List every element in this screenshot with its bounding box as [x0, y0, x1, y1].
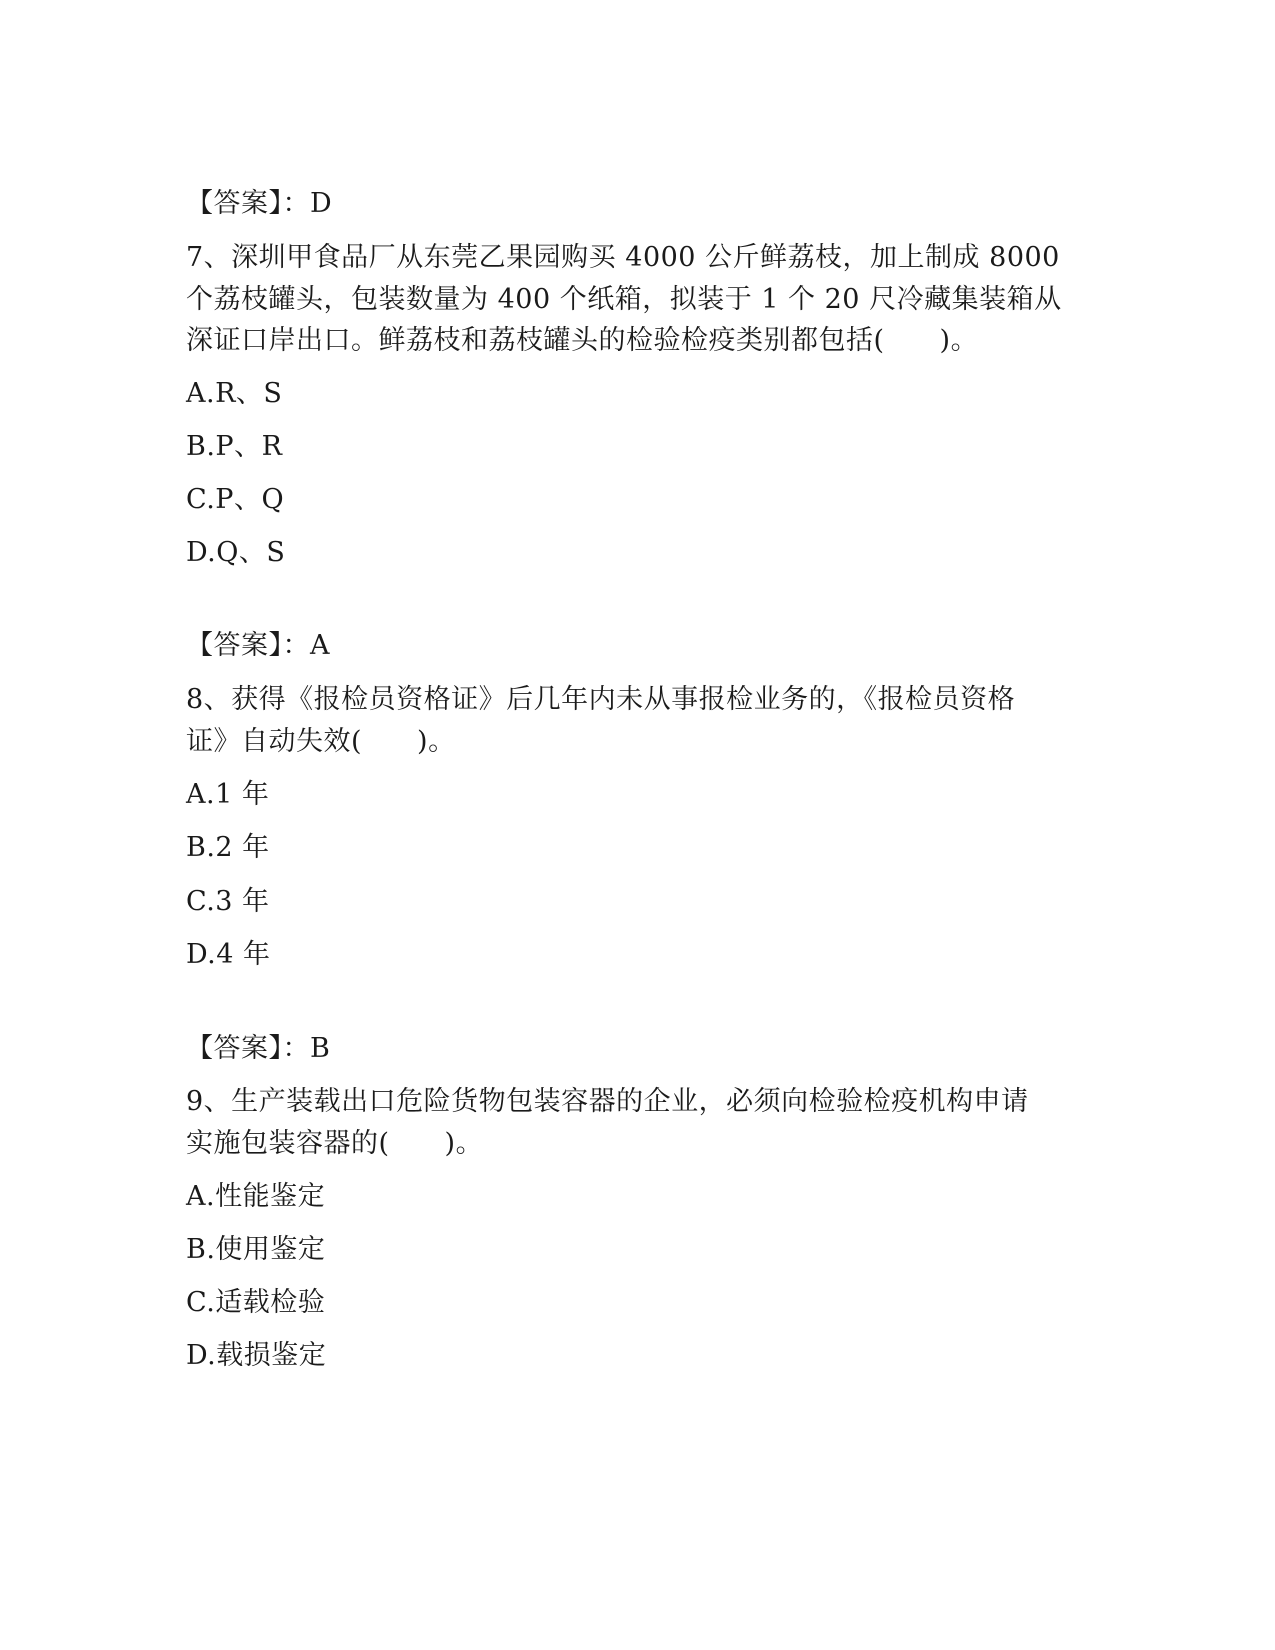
question-9-option-a: A.性能鉴定: [186, 1181, 326, 1212]
question-8-answer: 【答案】：B: [186, 1033, 331, 1064]
question-8-line-2: 证》自动失效( )。: [186, 726, 456, 757]
question-7-line-3: 深证口岸出口。鲜荔枝和荔枝罐头的检验检疫类别都包括( )。: [186, 325, 979, 356]
question-7-line-2: 个荔枝罐头，包装数量为 400 个纸箱，拟装于 1 个 20 尺冷藏集装箱从: [186, 284, 1062, 315]
question-9-line-2: 实施包装容器的( )。: [186, 1128, 484, 1159]
question-7-option-b: B.P、R: [186, 431, 283, 462]
answer-label: 【答案】：D: [186, 188, 333, 219]
question-7-answer: 【答案】：A: [186, 630, 330, 661]
question-8-option-a: A.1 年: [186, 779, 270, 810]
question-7-option-d: D.Q、S: [186, 537, 286, 568]
question-7-option-a: A.R、S: [186, 378, 283, 409]
question-8-line-1: 8、获得《报检员资格证》后几年内未从事报检业务的，《报检员资格: [186, 684, 1016, 715]
question-7-line-1: 7、深圳甲食品厂从东莞乙果园购买 4000 公斤鲜荔枝，加上制成 8000: [186, 242, 1060, 273]
question-9-option-c: C.适载检验: [186, 1287, 326, 1318]
question-8-option-b: B.2 年: [186, 832, 270, 863]
question-9-option-d: D.载损鉴定: [186, 1340, 327, 1371]
question-9-option-b: B.使用鉴定: [186, 1234, 326, 1265]
question-9-line-1: 9、生产装载出口危险货物包装容器的企业，必须向检验检疫机构申请: [186, 1086, 1029, 1117]
question-7-option-c: C.P、Q: [186, 484, 285, 515]
question-8-option-d: D.4 年: [186, 939, 271, 970]
question-8-option-c: C.3 年: [186, 886, 270, 917]
